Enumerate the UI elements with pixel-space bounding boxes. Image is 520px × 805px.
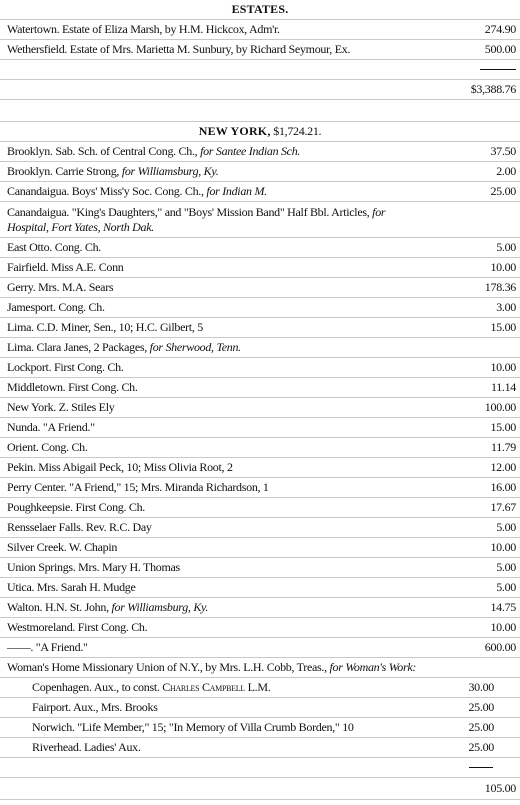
table-row	[0, 202, 520, 238]
womans-union-subrows	[0, 678, 520, 758]
womans-union-row	[0, 658, 520, 678]
row-amount: 5.00	[496, 520, 516, 534]
table-row	[0, 598, 520, 618]
row-amount: 5.00	[496, 240, 516, 254]
list-item	[0, 678, 520, 698]
table-row	[0, 20, 520, 40]
table-row	[0, 162, 520, 182]
row-purpose: for Woman's Work:	[329, 660, 417, 674]
table-row	[0, 478, 520, 498]
table-row	[0, 438, 520, 458]
row-description: Pekin. Miss Abigail Peck, 10; Miss Olivia Root, 2	[7, 460, 233, 474]
union-rule-row	[0, 758, 520, 778]
subtotal-rule	[469, 767, 493, 768]
row-amount: 25.00	[468, 740, 494, 754]
row-amount: 11.14	[490, 380, 516, 394]
row-amount: 274.90	[484, 22, 516, 36]
table-row	[0, 418, 520, 438]
row-amount: 10.00	[490, 360, 516, 374]
table-row	[0, 182, 520, 202]
row-amount: 30.00	[468, 680, 494, 694]
row-amount: 25.00	[468, 720, 494, 734]
row-description: Rensselaer Falls. Rev. R.C. Day	[7, 520, 152, 534]
newyork-rows	[0, 142, 520, 658]
row-description: Wethersfield. Estate of Mrs. Marietta M. Sunbury, by Richard Seymour, Ex.	[7, 42, 351, 56]
row-purpose: for Williamsburg, Ky.	[111, 600, 209, 614]
table-row	[0, 358, 520, 378]
list-item	[0, 738, 520, 758]
row-description: Copenhagen. Aux., to const.	[32, 680, 163, 694]
row-amount: 2.00	[496, 164, 516, 178]
row-amount: 600.00	[484, 640, 516, 654]
table-row	[0, 142, 520, 162]
table-row	[0, 638, 520, 658]
estates-total: $3,388.76	[470, 82, 516, 96]
row-amount: 12.00	[490, 460, 516, 474]
row-amount: 5.00	[496, 580, 516, 594]
row-purpose: for Sherwood, Tenn.	[149, 340, 241, 354]
row-description: Walton. H.N. St. John,	[7, 600, 112, 614]
row-amount: 100.00	[484, 400, 516, 414]
row-amount: 3.00	[496, 300, 516, 314]
row-amount: 10.00	[490, 540, 516, 554]
subtotal-rule-row	[0, 60, 520, 80]
table-row	[0, 258, 520, 278]
table-row	[0, 398, 520, 418]
table-row	[0, 298, 520, 318]
row-description: Lockport. First Cong. Ch.	[7, 360, 124, 374]
table-row	[0, 40, 520, 60]
row-description: Poughkeepsie. First Cong. Ch.	[7, 500, 145, 514]
table-row	[0, 278, 520, 298]
newyork-heading: NEW YORK,	[198, 124, 271, 138]
row-amount: 10.00	[490, 620, 516, 634]
row-description: Canandaigua. Boys' Miss'y Soc. Cong. Ch.,	[7, 184, 207, 198]
row-description: Orient. Cong. Ch.	[7, 440, 88, 454]
subtotal-rule	[480, 69, 516, 70]
newyork-heading-row	[0, 122, 520, 142]
row-description: Fairport. Aux., Mrs. Brooks	[32, 700, 158, 714]
row-purpose: for Williamsburg, Ky.	[121, 164, 219, 178]
row-amount: 14.75	[490, 600, 516, 614]
row-description: Jamesport. Cong. Ch.	[7, 300, 105, 314]
row-amount: 11.79	[490, 440, 516, 454]
row-amount: 5.00	[496, 560, 516, 574]
table-row	[0, 378, 520, 398]
estates-total-row	[0, 80, 520, 100]
row-description: Brooklyn. Carrie Strong,	[7, 164, 122, 178]
estates-heading-row	[0, 0, 520, 20]
row-description: Norwich. "Life Member," 15; "In Memory of Villa Crumb Borden," 10	[32, 720, 354, 734]
table-row	[0, 558, 520, 578]
member-name: Charles Campbell	[162, 680, 245, 694]
row-description: Nunda. "A Friend."	[7, 420, 95, 434]
row-amount: 178.36	[484, 280, 516, 294]
row-amount: 15.00	[490, 420, 516, 434]
table-row	[0, 318, 520, 338]
row-description: Brooklyn. Sab. Sch. of Central Cong. Ch.,	[7, 144, 201, 158]
row-description: Fairfield. Miss A.E. Conn	[7, 260, 124, 274]
row-purpose: for Hospital, Fort Yates, North Dak.	[7, 205, 386, 234]
row-amount: 16.00	[490, 480, 516, 494]
row-description: ——. "A Friend."	[7, 640, 88, 654]
list-item	[0, 718, 520, 738]
row-amount: 25.00	[468, 700, 494, 714]
table-row	[0, 578, 520, 598]
table-row	[0, 238, 520, 258]
row-suffix: L.M.	[244, 680, 271, 694]
row-description: Woman's Home Missionary Union of N.Y., by Mrs. L.H. Cobb, Treas.,	[7, 660, 330, 674]
row-description: Watertown. Estate of Eliza Marsh, by H.M. Hickcox, Adm'r.	[7, 22, 280, 36]
newyork-heading-amount: $1,724.21.	[270, 124, 322, 138]
row-description: Gerry. Mrs. M.A. Sears	[7, 280, 114, 294]
table-row	[0, 518, 520, 538]
row-amount: 15.00	[490, 320, 516, 334]
table-row	[0, 618, 520, 638]
row-description: Silver Creek. W. Chapin	[7, 540, 118, 554]
row-purpose: for Indian M.	[206, 184, 267, 198]
row-amount: 17.67	[490, 500, 516, 514]
row-description: Union Springs. Mrs. Mary H. Thomas	[7, 560, 180, 574]
row-amount: 37.50	[490, 144, 516, 158]
table-row	[0, 338, 520, 358]
row-amount: 10.00	[490, 260, 516, 274]
row-description: New York. Z. Stiles Ely	[7, 400, 115, 414]
estates-heading: ESTATES.	[231, 2, 289, 16]
table-row	[0, 498, 520, 518]
union-total: 105.00	[484, 781, 516, 795]
row-amount: 500.00	[484, 42, 516, 56]
row-description: Perry Center. "A Friend," 15; Mrs. Miranda Richardson, 1	[7, 480, 269, 494]
row-description: Westmoreland. First Cong. Ch.	[7, 620, 148, 634]
table-row	[0, 538, 520, 558]
row-description: Utica. Mrs. Sarah H. Mudge	[7, 580, 136, 594]
row-description: East Otto. Cong. Ch.	[7, 240, 102, 254]
row-description: Lima. C.D. Miner, Sen., 10; H.C. Gilbert, 5	[7, 320, 203, 334]
row-description: Riverhead. Ladies' Aux.	[32, 740, 141, 754]
union-total-row	[0, 778, 520, 800]
row-amount: 25.00	[490, 184, 516, 198]
list-item	[0, 698, 520, 718]
section-spacer	[0, 100, 520, 122]
row-purpose: for Santee Indian Sch.	[200, 144, 301, 158]
row-description: Middletown. First Cong. Ch.	[7, 380, 138, 394]
row-description: Canandaigua. "King's Daughters," and "Boys' Mission Band" Half Bbl. Articles,	[7, 205, 373, 219]
row-description: Lima. Clara Janes, 2 Packages,	[7, 340, 150, 354]
table-row	[0, 458, 520, 478]
